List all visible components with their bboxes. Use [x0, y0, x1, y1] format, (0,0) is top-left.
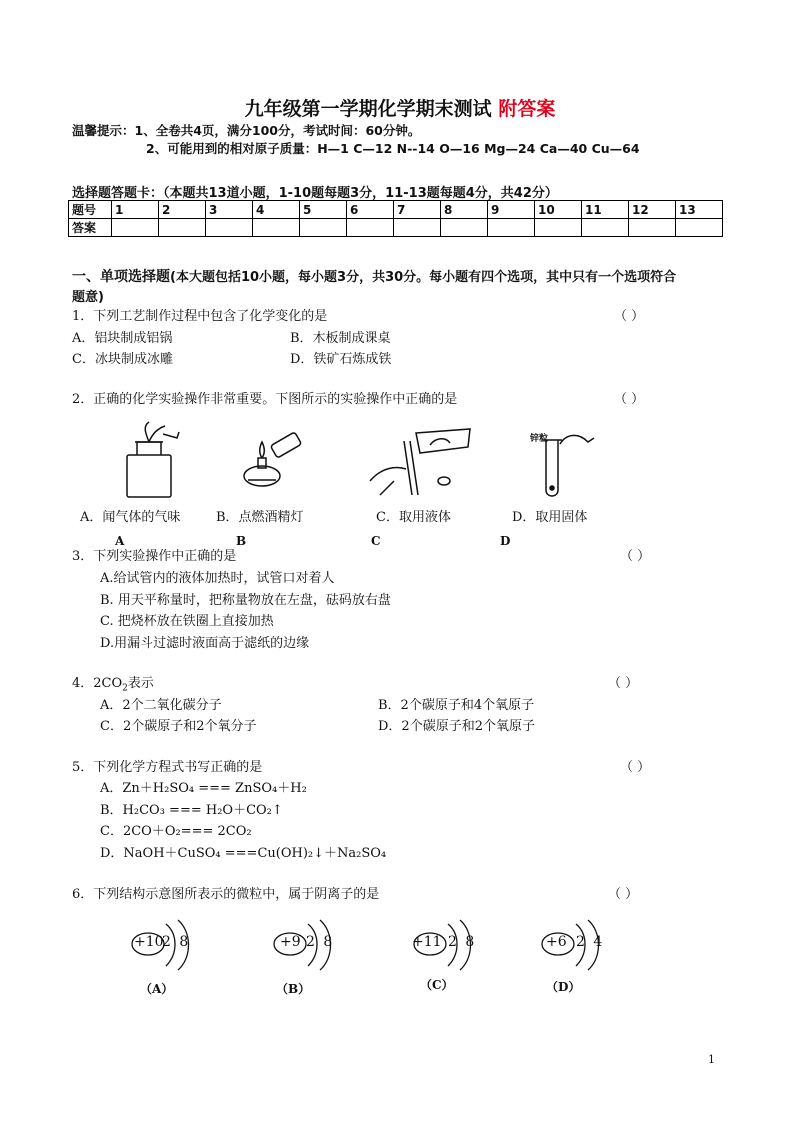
answer-cell[interactable] [347, 219, 394, 237]
fig-label-c: C [371, 534, 381, 548]
q4-option-d: D．2个碳原子和2个氧原子 [378, 719, 535, 734]
answer-cell[interactable] [253, 219, 300, 237]
q3-option-a: A.给试管内的液体加热时，试管口对着人 [100, 571, 335, 586]
q6-stem: 6．下列结构示意图所表示的微粒中，属于阴离子的是 [72, 887, 380, 902]
answer-cell[interactable] [206, 219, 253, 237]
number-cell: 1 [112, 201, 159, 219]
q4-option-b: B．2个碳原子和4个氧原子 [378, 698, 535, 713]
number-cell: 6 [347, 201, 394, 219]
number-cell: 9 [488, 201, 535, 219]
answer-cell[interactable] [159, 219, 206, 237]
answer-card-heading: 选择题答题卡：（本题共13道小题，1-10题每题3分，11-13题每题4分，共42分） [72, 186, 558, 201]
q4-option-a: A．2个二氧化碳分子 [100, 698, 222, 713]
q4-option-c: C．2个碳原子和2个氧分子 [100, 719, 257, 734]
q3-answer-paren[interactable]: （ ） [620, 549, 651, 564]
number-cell: 3 [206, 201, 253, 219]
q6-answer-paren[interactable]: （ ） [608, 887, 639, 902]
fig-label-a: A [115, 534, 125, 548]
answer-cell[interactable] [441, 219, 488, 237]
q5-option-d: D．NaOH＋CuSO₄ ===Cu(OH)₂↓＋Na₂SO₄ [100, 846, 387, 861]
q5-stem: 5．下列化学方程式书写正确的是 [72, 760, 263, 775]
answer-cell[interactable] [629, 219, 676, 237]
atom-b-shells: 2 8 [306, 934, 335, 950]
atom-a-nucleus: +10 [134, 934, 164, 950]
number-cell: 7 [394, 201, 441, 219]
number-cell: 5 [300, 201, 347, 219]
q2-option-c: C．取用液体 [376, 510, 451, 525]
fig-label-d: D [500, 534, 511, 548]
row-label-answer: 答案 [69, 219, 112, 237]
answer-cell[interactable] [582, 219, 629, 237]
title-answer-tag: 附答案 [498, 98, 556, 120]
atom-c-label: （C） [420, 978, 454, 992]
atom-c-nucleus: +11 [412, 934, 442, 950]
atom-b-nucleus: +9 [280, 934, 301, 950]
page-title: 九年级第一学期化学期末测试 附答案 [244, 98, 556, 120]
number-cell: 8 [441, 201, 488, 219]
add-solid-testtube-figure [534, 428, 604, 500]
q3-stem: 3．下列实验操作中正确的是 [72, 549, 237, 564]
pour-liquid-figure [360, 425, 480, 500]
tip-line-1: 温馨提示：1、全卷共4页，满分100分，考试时间：60分钟。 [72, 123, 421, 138]
fig-label-b: B [236, 534, 247, 548]
q1-option-a: A．铝块制成铝锅 [72, 331, 173, 346]
q5-option-c: C．2CO＋O₂=== 2CO₂ [100, 824, 252, 839]
atom-c-shells: 2 8 [448, 934, 477, 950]
row-label-number: 题号 [69, 201, 112, 219]
number-cell: 11 [582, 201, 629, 219]
q4-answer-paren[interactable]: （ ） [608, 676, 639, 691]
q4-stem: 4．$2CO_2$表示 [72, 676, 154, 694]
number-cell: 10 [535, 201, 582, 219]
q5-option-b: B．H₂CO₃ === H₂O＋CO₂↑ [100, 803, 283, 818]
page-number: 1 [708, 1053, 715, 1066]
q1-option-c: C．冰块制成冰雕 [72, 352, 173, 367]
atom-b-label: （B） [276, 982, 311, 996]
q2-option-b: B．点燃酒精灯 [216, 510, 304, 525]
section-heading: 一、单项选择题(本大题包括10小题，每小题3分，共30分。每小题有四个选项，其中只有一个选项符合 [72, 269, 677, 285]
answer-card-number-row [69, 201, 723, 219]
q1-option-d: D．铁矿石炼成铁 [290, 352, 392, 367]
q2-option-a: A．闻气体的气味 [80, 510, 181, 525]
number-cell: 13 [676, 201, 723, 219]
atom-d-nucleus: +6 [546, 934, 567, 950]
section-note-cont: 题意) [72, 290, 104, 305]
answer-cell[interactable] [394, 219, 441, 237]
alcohol-lamp-figure [234, 428, 314, 498]
q3-option-c: C. 把烧杯放在铁圈上直接加热 [100, 614, 274, 629]
q2-answer-paren[interactable]: （ ） [614, 392, 645, 407]
q1-answer-paren[interactable]: （ ） [614, 309, 645, 324]
q5-option-a: A．Zn＋H₂SO₄ === ZnSO₄＋H₂ [100, 781, 307, 796]
number-cell: 2 [159, 201, 206, 219]
sniff-gas-bottle-figure [115, 420, 195, 500]
zinc-label: 锌粒 [530, 434, 549, 444]
answer-cell[interactable] [300, 219, 347, 237]
tip-line-2: 2、可能用到的相对原子质量：H—1 C—12 N--14 O—16 Mg—24 Ca—40 Cu—64 [146, 141, 640, 156]
q3-option-d: D.用漏斗过滤时液面高于滤纸的边缘 [100, 636, 310, 651]
q1-stem: 1．下列工艺制作过程中包含了化学变化的是 [72, 309, 328, 324]
q2-option-d: D．取用固体 [512, 510, 588, 525]
answer-cell[interactable] [535, 219, 582, 237]
atom-d-shells: 2 4 [576, 934, 605, 950]
q1-option-b: B．木板制成课桌 [290, 331, 391, 346]
atom-d-label: （D） [546, 980, 581, 994]
answer-cell[interactable] [676, 219, 723, 237]
answer-cell[interactable] [488, 219, 535, 237]
answer-cell[interactable] [112, 219, 159, 237]
atom-a-label: （A） [140, 982, 174, 996]
number-cell: 4 [253, 201, 300, 219]
q3-option-b: B. 用天平称量时，把称量物放在左盘，砝码放右盘 [100, 593, 391, 608]
q5-answer-paren[interactable]: （ ） [620, 760, 651, 775]
answer-card-table [68, 200, 723, 237]
number-cell: 12 [629, 201, 676, 219]
atom-a-shells: 2 8 [162, 934, 191, 950]
q2-stem: 2．正确的化学实验操作非常重要。下图所示的实验操作中正确的是 [72, 392, 458, 407]
answer-card-answer-row [69, 219, 723, 237]
